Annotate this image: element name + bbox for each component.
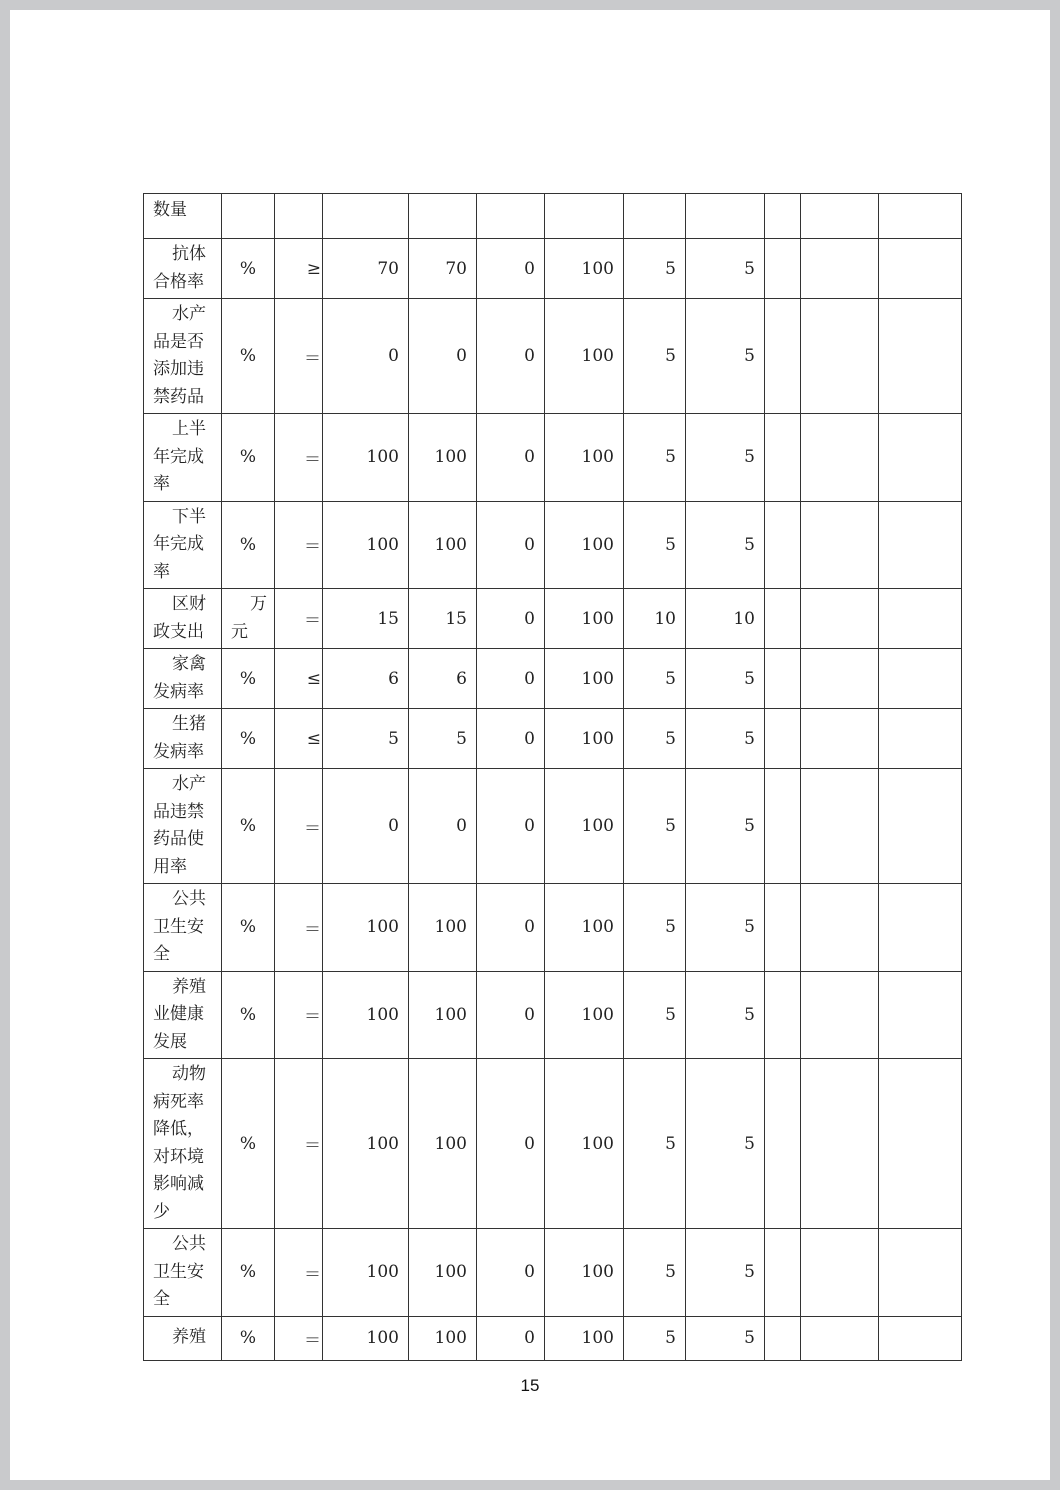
- rate-value: 100: [545, 649, 624, 709]
- empty-cell: [765, 769, 801, 884]
- target-value: 0: [323, 769, 409, 884]
- operator-cell: ≤: [275, 709, 323, 769]
- actual-value: 70: [409, 239, 477, 299]
- target-value: 100: [323, 501, 409, 589]
- empty-cell: [801, 589, 879, 649]
- empty-cell: [801, 1229, 879, 1317]
- weight-value: 5: [624, 1059, 686, 1229]
- deviation-value: 0: [477, 769, 545, 884]
- deviation-value: 0: [477, 1059, 545, 1229]
- operator-cell: ＝: [275, 769, 323, 884]
- target-value: 15: [323, 589, 409, 649]
- operator-cell: ≤: [275, 649, 323, 709]
- empty-cell: [879, 971, 962, 1059]
- empty-cell: [879, 589, 962, 649]
- deviation-value: 0: [477, 501, 545, 589]
- target-value: 100: [323, 1229, 409, 1317]
- score-value: 5: [686, 414, 765, 502]
- score-value: 5: [686, 1059, 765, 1229]
- indicator-name: 养殖: [144, 1316, 222, 1360]
- weight-value: 5: [624, 299, 686, 414]
- weight-value: [624, 194, 686, 239]
- weight-value: 5: [624, 1229, 686, 1317]
- table-row: [144, 1059, 962, 1229]
- indicator-name: 水产品是否添加违禁药品: [144, 299, 222, 414]
- indicator-name: 下半年完成率: [144, 501, 222, 589]
- empty-cell: [879, 239, 962, 299]
- empty-cell: [801, 769, 879, 884]
- empty-cell: [765, 884, 801, 972]
- empty-cell: [801, 239, 879, 299]
- operator-cell: ＝: [275, 884, 323, 972]
- indicator-name: 家禽发病率: [144, 649, 222, 709]
- target-value: 6: [323, 649, 409, 709]
- empty-cell: [801, 414, 879, 502]
- indicator-name: 数量: [144, 194, 222, 239]
- unit-cell: %: [222, 1059, 275, 1229]
- unit-cell: %: [222, 239, 275, 299]
- actual-value: 100: [409, 501, 477, 589]
- indicator-name: 养殖业健康发展: [144, 971, 222, 1059]
- rate-value: 100: [545, 709, 624, 769]
- empty-cell: [801, 299, 879, 414]
- empty-cell: [765, 299, 801, 414]
- actual-value: 100: [409, 1316, 477, 1360]
- unit-cell: [222, 194, 275, 239]
- page-number: 15: [520, 1376, 540, 1395]
- indicator-name: 公共卫生安全: [144, 1229, 222, 1317]
- actual-value: 100: [409, 1229, 477, 1317]
- weight-value: 5: [624, 769, 686, 884]
- actual-value: 100: [409, 414, 477, 502]
- document-page: [10, 10, 1050, 1480]
- empty-cell: [879, 501, 962, 589]
- score-value: [686, 194, 765, 239]
- weight-value: 5: [624, 709, 686, 769]
- weight-value: 5: [624, 971, 686, 1059]
- score-value: 5: [686, 649, 765, 709]
- indicator-name: 水产品违禁药品使用率: [144, 769, 222, 884]
- empty-cell: [765, 709, 801, 769]
- empty-cell: [765, 1316, 801, 1360]
- deviation-value: 0: [477, 589, 545, 649]
- unit-cell: %: [222, 769, 275, 884]
- unit-cell: %: [222, 1229, 275, 1317]
- score-value: 5: [686, 769, 765, 884]
- empty-cell: [801, 501, 879, 589]
- unit-cell: %: [222, 649, 275, 709]
- rate-value: 100: [545, 589, 624, 649]
- empty-cell: [801, 884, 879, 972]
- weight-value: 10: [624, 589, 686, 649]
- operator-cell: ＝: [275, 1059, 323, 1229]
- weight-value: 5: [624, 1316, 686, 1360]
- score-value: 5: [686, 1316, 765, 1360]
- table-row: [144, 239, 962, 299]
- rate-value: 100: [545, 299, 624, 414]
- empty-cell: [765, 649, 801, 709]
- unit-cell: %: [222, 709, 275, 769]
- deviation-value: 0: [477, 299, 545, 414]
- table-row: [144, 194, 962, 239]
- table-row: [144, 414, 962, 502]
- deviation-value: 0: [477, 1316, 545, 1360]
- target-value: 5: [323, 709, 409, 769]
- deviation-value: 0: [477, 1229, 545, 1317]
- weight-value: 5: [624, 239, 686, 299]
- empty-cell: [765, 971, 801, 1059]
- empty-cell: [879, 194, 962, 239]
- indicator-name: 动物病死率降低，对环境影响减少: [144, 1059, 222, 1229]
- empty-cell: [801, 709, 879, 769]
- unit-cell: %: [222, 501, 275, 589]
- weight-value: 5: [624, 884, 686, 972]
- deviation-value: 0: [477, 649, 545, 709]
- empty-cell: [879, 884, 962, 972]
- score-value: 5: [686, 971, 765, 1059]
- empty-cell: [765, 501, 801, 589]
- operator-cell: ＝: [275, 414, 323, 502]
- actual-value: [409, 194, 477, 239]
- target-value: 0: [323, 299, 409, 414]
- table-row: [144, 884, 962, 972]
- operator-cell: ＝: [275, 1229, 323, 1317]
- empty-cell: [879, 709, 962, 769]
- empty-cell: [765, 1059, 801, 1229]
- weight-value: 5: [624, 501, 686, 589]
- empty-cell: [801, 194, 879, 239]
- empty-cell: [801, 971, 879, 1059]
- rate-value: 100: [545, 501, 624, 589]
- table-row: [144, 501, 962, 589]
- table-row: [144, 709, 962, 769]
- empty-cell: [801, 1316, 879, 1360]
- deviation-value: 0: [477, 884, 545, 972]
- rate-value: 100: [545, 884, 624, 972]
- table-row: [144, 1229, 962, 1317]
- rate-value: 100: [545, 1229, 624, 1317]
- empty-cell: [879, 1229, 962, 1317]
- empty-cell: [879, 769, 962, 884]
- table-row: [144, 769, 962, 884]
- operator-cell: [275, 194, 323, 239]
- unit-cell: %: [222, 299, 275, 414]
- empty-cell: [765, 589, 801, 649]
- actual-value: 0: [409, 769, 477, 884]
- unit-cell: 万元: [222, 589, 275, 649]
- unit-cell: %: [222, 884, 275, 972]
- table-row: [144, 589, 962, 649]
- table-row: [144, 971, 962, 1059]
- deviation-value: 0: [477, 971, 545, 1059]
- rate-value: 100: [545, 1316, 624, 1360]
- empty-cell: [879, 649, 962, 709]
- actual-value: 0: [409, 299, 477, 414]
- target-value: 100: [323, 971, 409, 1059]
- empty-cell: [765, 194, 801, 239]
- rate-value: 100: [545, 769, 624, 884]
- actual-value: 100: [409, 1059, 477, 1229]
- empty-cell: [801, 649, 879, 709]
- indicator-name: 区财政支出: [144, 589, 222, 649]
- empty-cell: [765, 414, 801, 502]
- target-value: [323, 194, 409, 239]
- score-value: 5: [686, 299, 765, 414]
- rate-value: 100: [545, 1059, 624, 1229]
- target-value: 100: [323, 1316, 409, 1360]
- score-value: 5: [686, 501, 765, 589]
- empty-cell: [765, 1229, 801, 1317]
- deviation-value: 0: [477, 414, 545, 502]
- empty-cell: [801, 1059, 879, 1229]
- score-value: 10: [686, 589, 765, 649]
- weight-value: 5: [624, 649, 686, 709]
- unit-cell: %: [222, 1316, 275, 1360]
- score-value: 5: [686, 709, 765, 769]
- operator-cell: ＝: [275, 971, 323, 1059]
- empty-cell: [765, 239, 801, 299]
- target-value: 100: [323, 884, 409, 972]
- target-value: 100: [323, 1059, 409, 1229]
- actual-value: 15: [409, 589, 477, 649]
- empty-cell: [879, 1059, 962, 1229]
- deviation-value: 0: [477, 239, 545, 299]
- indicator-name: 抗体合格率: [144, 239, 222, 299]
- table-row: [144, 649, 962, 709]
- rate-value: 100: [545, 414, 624, 502]
- indicator-name: 公共卫生安全: [144, 884, 222, 972]
- target-value: 100: [323, 414, 409, 502]
- rate-value: 100: [545, 971, 624, 1059]
- operator-cell: ＝: [275, 299, 323, 414]
- actual-value: 6: [409, 649, 477, 709]
- empty-cell: [879, 414, 962, 502]
- empty-cell: [879, 1316, 962, 1360]
- operator-cell: ＝: [275, 501, 323, 589]
- rate-value: [545, 194, 624, 239]
- actual-value: 100: [409, 971, 477, 1059]
- weight-value: 5: [624, 414, 686, 502]
- unit-cell: %: [222, 414, 275, 502]
- rate-value: 100: [545, 239, 624, 299]
- operator-cell: ＝: [275, 589, 323, 649]
- actual-value: 5: [409, 709, 477, 769]
- table-row: [144, 1316, 962, 1360]
- empty-cell: [879, 299, 962, 414]
- unit-cell: %: [222, 971, 275, 1059]
- operator-cell: ≥: [275, 239, 323, 299]
- score-value: 5: [686, 1229, 765, 1317]
- score-value: 5: [686, 239, 765, 299]
- deviation-value: 0: [477, 709, 545, 769]
- score-value: 5: [686, 884, 765, 972]
- indicator-name: 生猪发病率: [144, 709, 222, 769]
- deviation-value: [477, 194, 545, 239]
- performance-table: [143, 193, 962, 1361]
- table-row: [144, 299, 962, 414]
- operator-cell: ＝: [275, 1316, 323, 1360]
- target-value: 70: [323, 239, 409, 299]
- indicator-name: 上半年完成率: [144, 414, 222, 502]
- actual-value: 100: [409, 884, 477, 972]
